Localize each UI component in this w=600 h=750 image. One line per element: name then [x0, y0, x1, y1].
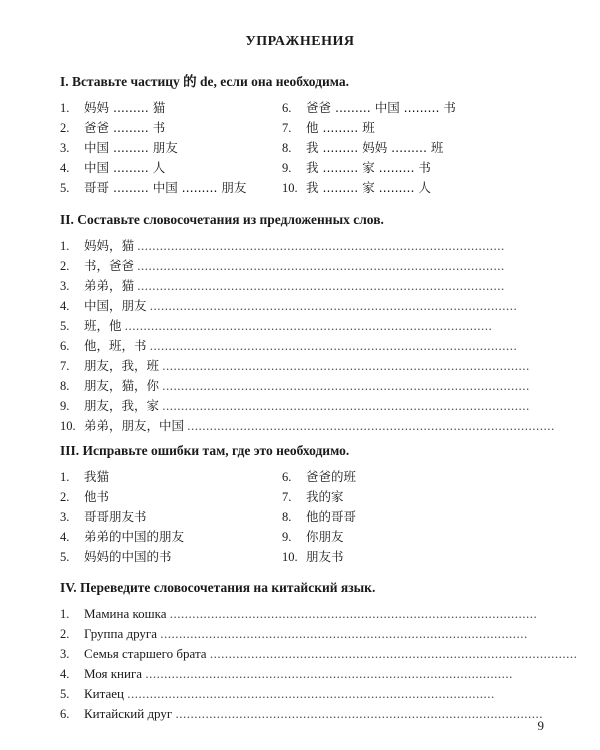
exercise-item: 10. 朋友书 — [282, 549, 344, 564]
exercise-item: 8. 我 ......... 妈妈 ......... 班 — [282, 140, 444, 155]
section-3 — [60, 441, 540, 564]
exercise-item: 5. 妈妈的中国的书 — [60, 549, 172, 564]
exercise-fill-line: 1. 妈妈，猫 .................................................................................................. — [60, 238, 505, 253]
section-2-items — [60, 236, 555, 436]
exercise-fill-line: 8. 朋友，猫，你 .................................................................................................. — [60, 378, 530, 393]
exercise-item: 2. 爸爸 ......... 书 — [60, 120, 166, 135]
section-1-title: I. Вставьте частицу 的 de, если она необходима. — [60, 74, 349, 89]
section-2-title: II. Составьте словосочетания из предложенных слов. — [60, 212, 384, 227]
exercise-item: 4. 中国 ......... 人 — [60, 160, 166, 175]
exercise-fill-line: 9. 朋友，我，家 .................................................................................................. — [60, 398, 530, 413]
exercise-fill-line: 2. Группа друга .................................................................................................. — [60, 626, 528, 641]
section-3-items — [60, 467, 540, 567]
exercise-item: 8. 他的哥哥 — [282, 509, 357, 524]
section-3-title: III. Исправьте ошибки там, где это необходимо. — [60, 443, 350, 458]
exercise-item: 6. 爸爸的班 — [282, 469, 357, 484]
exercise-item: 9. 我 ......... 家 ......... 书 — [282, 160, 431, 175]
exercise-fill-line: 1. Мамина кошка .................................................................................................. — [60, 606, 538, 621]
page-number: 9 — [537, 718, 544, 733]
exercise-item: 5. 哥哥 ......... 中国 ......... 朋友 — [60, 180, 247, 195]
exercise-item: 9. 你朋友 — [282, 529, 344, 544]
exercise-item: 7. 他 ......... 班 — [282, 120, 375, 135]
exercise-fill-line: 3. 弟弟，猫 .................................................................................................. — [60, 278, 505, 293]
exercise-item: 3. 哥哥朋友书 — [60, 509, 147, 524]
exercise-fill-line: 5. 班，他 .................................................................................................. — [60, 318, 493, 333]
section-1-items — [60, 98, 540, 198]
exercise-fill-line: 2. 书，爸爸 .................................................................................................. — [60, 258, 505, 273]
exercise-fill-line: 6. 他，班，书 .................................................................................................. — [60, 338, 518, 353]
exercise-item: 4. 弟弟的中国的朋友 — [60, 529, 185, 544]
exercise-fill-line: 6. Китайский друг .................................................................................................. — [60, 706, 543, 721]
exercise-item: 1. 我猫 — [60, 469, 110, 484]
section-4 — [60, 578, 578, 721]
section-2 — [60, 210, 555, 433]
exercise-item: 2. 他书 — [60, 489, 110, 504]
exercise-item: 10. 我 ......... 家 ......... 人 — [282, 180, 431, 195]
exercise-item: 7. 我的家 — [282, 489, 344, 504]
exercise-item: 6. 爸爸 ......... 中国 ......... 书 — [282, 100, 456, 115]
section-1 — [60, 72, 540, 195]
exercise-fill-line: 5. Китаец .................................................................................................. — [60, 686, 495, 701]
exercise-fill-line: 4. 中国，朋友 .................................................................................................. — [60, 298, 518, 313]
exercise-fill-line: 4. Моя книга .................................................................................................. — [60, 666, 513, 681]
page-title: УПРАЖНЕНИЯ — [245, 34, 355, 49]
exercise-fill-line: 3. Семья старшего брата .................................................................................................. — [60, 646, 578, 661]
section-4-items — [60, 604, 578, 724]
exercise-fill-line: 10. 弟弟，朋友，中国 .................................................................................................. — [60, 418, 555, 433]
exercise-item: 1. 妈妈 ......... 猫 — [60, 100, 166, 115]
exercise-fill-line: 7. 朋友，我，班 .................................................................................................. — [60, 358, 530, 373]
exercise-item: 3. 中国 ......... 朋友 — [60, 140, 178, 155]
section-4-title: IV. Переведите словосочетания на китайский язык. — [60, 580, 376, 595]
